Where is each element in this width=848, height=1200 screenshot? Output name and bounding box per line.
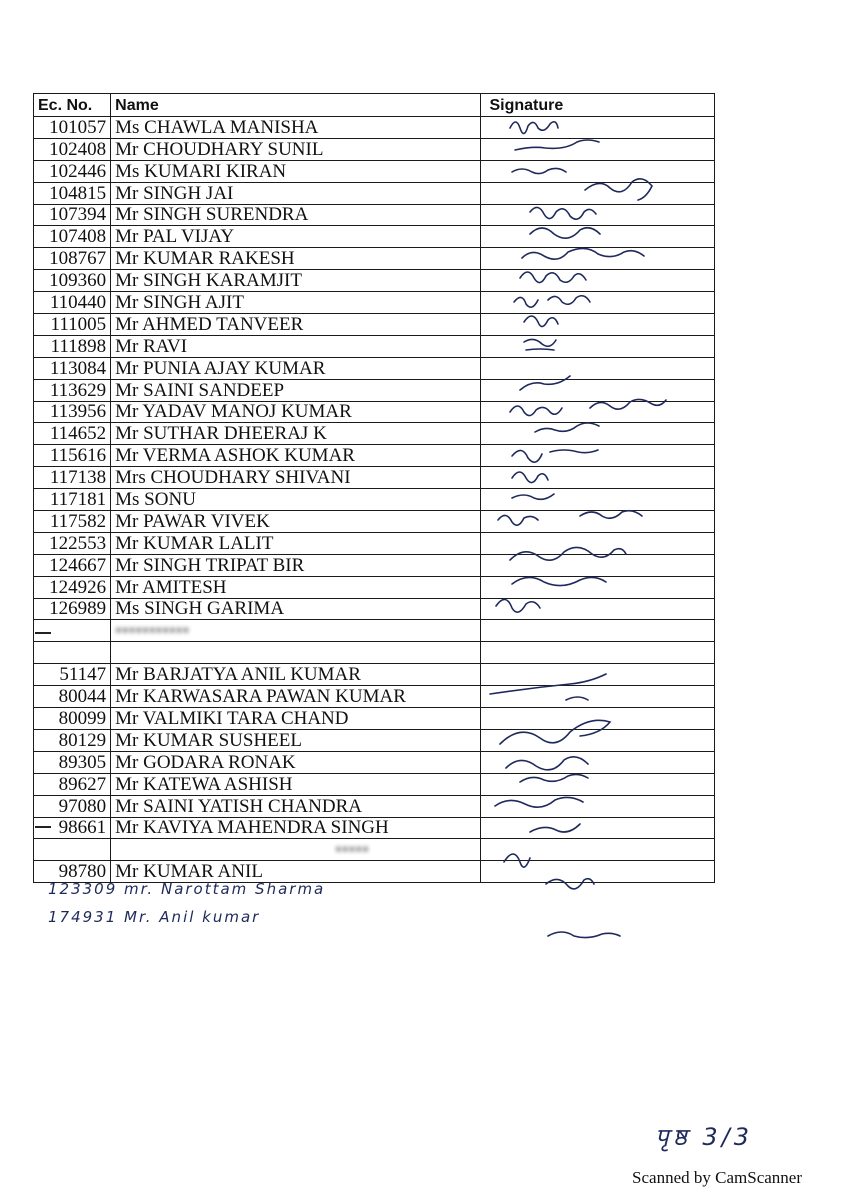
table-cell-ec: 51147 (34, 664, 111, 686)
table-cell-name: Mr KUMAR SUSHEEL (111, 729, 481, 751)
table-cell-signature (481, 314, 715, 336)
table-row (34, 226, 715, 248)
table-cell-name: Ms CHAWLA MANISHA (111, 117, 481, 139)
table-row (34, 292, 715, 314)
table-cell-ec: 101057 (34, 117, 111, 139)
table-cell-signature (481, 270, 715, 292)
table-cell-name: Mr SINGH AJIT (111, 292, 481, 314)
table-row (34, 467, 715, 489)
table-row (34, 160, 715, 182)
table-cell-name: Mr PAL VIJAY (111, 226, 481, 248)
table-cell-ec: 113956 (34, 401, 111, 423)
table-cell-ec: 108767 (34, 248, 111, 270)
table-row (34, 773, 715, 795)
table-row (34, 708, 715, 730)
table-cell-signature (481, 554, 715, 576)
table-cell-name: Mr YADAV MANOJ KUMAR (111, 401, 481, 423)
table-row (34, 751, 715, 773)
table-cell-ec: 110440 (34, 292, 111, 314)
table-cell-ec: 122553 (34, 532, 111, 554)
table-cell-signature (481, 861, 715, 883)
table-row-redacted (34, 642, 715, 664)
table-cell-name (111, 620, 481, 642)
table-cell-signature (481, 160, 715, 182)
table-cell-ec: 124667 (34, 554, 111, 576)
table-cell-signature (481, 839, 715, 861)
table-row (34, 138, 715, 160)
table-row (34, 335, 715, 357)
table-cell-signature (481, 664, 715, 686)
table-cell-name: Mr AMITESH (111, 576, 481, 598)
table-row (34, 379, 715, 401)
table-row (34, 182, 715, 204)
table-cell-ec: 80129 (34, 729, 111, 751)
table-cell-signature (481, 686, 715, 708)
page-number-mark: पृष्ठ 3/3 (655, 1123, 754, 1151)
table-cell-ec: 111898 (34, 335, 111, 357)
table-row-redacted (34, 620, 715, 642)
table-row (34, 729, 715, 751)
table-row (34, 795, 715, 817)
table-cell-signature (481, 138, 715, 160)
table-cell-signature (481, 817, 715, 839)
table-cell-signature (481, 423, 715, 445)
table-cell-signature (481, 117, 715, 139)
table-cell-signature (481, 598, 715, 620)
table-row (34, 817, 715, 839)
table-cell-ec: 117181 (34, 489, 111, 511)
table-cell-ec: 107408 (34, 226, 111, 248)
table-cell-ec: 114652 (34, 423, 111, 445)
table-cell-signature (481, 226, 715, 248)
table-cell-name: Mr PAWAR VIVEK (111, 511, 481, 533)
table-cell-name: Ms SINGH GARIMA (111, 598, 481, 620)
table-header-row (34, 94, 715, 117)
table-row (34, 598, 715, 620)
table-cell-name: Mr SAINI SANDEEP (111, 379, 481, 401)
table-row (34, 401, 715, 423)
table-cell-name: Mr SAINI YATISH CHANDRA (111, 795, 481, 817)
table-cell-name: Mr BARJATYA ANIL KUMAR (111, 664, 481, 686)
table-cell-ec: 117582 (34, 511, 111, 533)
table-cell-ec: 97080 (34, 795, 111, 817)
table-cell-name: Mr GODARA RONAK (111, 751, 481, 773)
header-name: Name (111, 94, 481, 117)
table-cell-name: Mr KUMAR LALIT (111, 532, 481, 554)
table-cell-name: Mr SUTHAR DHEERAJ K (111, 423, 481, 445)
table-cell-ec: 89305 (34, 751, 111, 773)
table-cell-signature (481, 467, 715, 489)
table-cell-ec (34, 839, 111, 861)
table-cell-signature (481, 532, 715, 554)
table-row (34, 445, 715, 467)
table-row (34, 576, 715, 598)
table-cell-ec: 115616 (34, 445, 111, 467)
table-cell-signature (481, 773, 715, 795)
table-cell-name: Mr CHOUDHARY SUNIL (111, 138, 481, 160)
signature-anil (548, 932, 620, 938)
table-cell-ec: 113629 (34, 379, 111, 401)
table-cell-ec: 107394 (34, 204, 111, 226)
table-cell-name: Mr PUNIA AJAY KUMAR (111, 357, 481, 379)
table-row (34, 204, 715, 226)
table-cell-signature (481, 204, 715, 226)
table-cell-name: Mr VERMA ASHOK KUMAR (111, 445, 481, 467)
table-cell-name (111, 642, 481, 664)
table-row (34, 489, 715, 511)
table-row-redacted (34, 839, 715, 861)
table-row (34, 664, 715, 686)
header-signature: Signature (481, 94, 715, 117)
table-cell-ec: 126989 (34, 598, 111, 620)
table-cell-signature (481, 576, 715, 598)
scanner-watermark: Scanned by CamScanner (632, 1168, 802, 1187)
table-cell-ec: 111005 (34, 314, 111, 336)
blurred-text: ▪▪▪▪▪ (335, 839, 369, 861)
table-cell-ec: 102446 (34, 160, 111, 182)
table-cell-ec: 104815 (34, 182, 111, 204)
table-cell-signature (481, 751, 715, 773)
table-cell-name: Mr SINGH SURENDRA (111, 204, 481, 226)
table-cell-name: Mr VALMIKI TARA CHAND (111, 708, 481, 730)
table-cell-name: Mr SINGH KARAMJIT (111, 270, 481, 292)
table-cell-signature (481, 292, 715, 314)
margin-mark (35, 826, 51, 828)
table-cell-ec: 98780 (34, 861, 111, 883)
table-cell-name: Ms SONU (111, 489, 481, 511)
table-cell-name: Mr KUMAR RAKESH (111, 248, 481, 270)
table-last-rows (34, 839, 715, 883)
table-cell-ec: 80099 (34, 708, 111, 730)
table-row (34, 423, 715, 445)
table-cell-signature (481, 248, 715, 270)
table-cell-signature (481, 182, 715, 204)
table-cell-ec (34, 620, 111, 642)
table-cell-ec: 98661 (34, 817, 111, 839)
table-cell-signature (481, 642, 715, 664)
table-cell-name: Ms KUMARI KIRAN (111, 160, 481, 182)
table-cell-ec: 102408 (34, 138, 111, 160)
table-body-top (34, 117, 715, 620)
table-cell-name: Mr SINGH TRIPAT BIR (111, 554, 481, 576)
table-row (34, 357, 715, 379)
table-row (34, 248, 715, 270)
table-row (34, 686, 715, 708)
table-cell-signature (481, 729, 715, 751)
table-cell-signature (481, 795, 715, 817)
table-cell-ec: 117138 (34, 467, 111, 489)
table-cell-ec: 124926 (34, 576, 111, 598)
handwritten-entry-1: 123309 mr. Narottam Sharma (48, 880, 326, 898)
table-cell-signature (481, 401, 715, 423)
table-cell-name: Mr KAVIYA MAHENDRA SINGH (111, 817, 481, 839)
table-cell-signature (481, 335, 715, 357)
margin-mark (35, 632, 51, 634)
table-cell-signature (481, 445, 715, 467)
table-cell-ec: 113084 (34, 357, 111, 379)
table-cell-name: Mr KARWASARA PAWAN KUMAR (111, 686, 481, 708)
header-ec-no: Ec. No. (34, 94, 111, 117)
table-cell-ec: 80044 (34, 686, 111, 708)
table-row (34, 532, 715, 554)
table-cell-ec (34, 642, 111, 664)
table-cell-name: Mr AHMED TANVEER (111, 314, 481, 336)
table-cell-signature (481, 357, 715, 379)
table-cell-name: Mr KUMAR ANIL (111, 861, 481, 883)
table-cell-name: Mr RAVI (111, 335, 481, 357)
table-cell-name: Mr SINGH JAI (111, 182, 481, 204)
table-cell-name (111, 839, 481, 861)
handwritten-entry-2: 174931 Mr. Anil kumar (48, 908, 261, 926)
table-redacted-rows (34, 620, 715, 664)
table-body-bottom (34, 664, 715, 839)
table-cell-name: Mr KATEWA ASHISH (111, 773, 481, 795)
table-row (34, 270, 715, 292)
table-cell-ec: 89627 (34, 773, 111, 795)
table-cell-name: Mrs CHOUDHARY SHIVANI (111, 467, 481, 489)
blurred-text: ▪▪▪▪▪▪▪▪▪▪▪ (115, 620, 190, 642)
table-cell-signature (481, 708, 715, 730)
table-cell-signature (481, 489, 715, 511)
table-cell-signature (481, 379, 715, 401)
table-cell-signature (481, 511, 715, 533)
table-row (34, 314, 715, 336)
table-row (34, 117, 715, 139)
table-row (34, 511, 715, 533)
table-cell-signature (481, 620, 715, 642)
table-cell-ec: 109360 (34, 270, 111, 292)
table-row (34, 554, 715, 576)
attendance-table (33, 93, 715, 883)
